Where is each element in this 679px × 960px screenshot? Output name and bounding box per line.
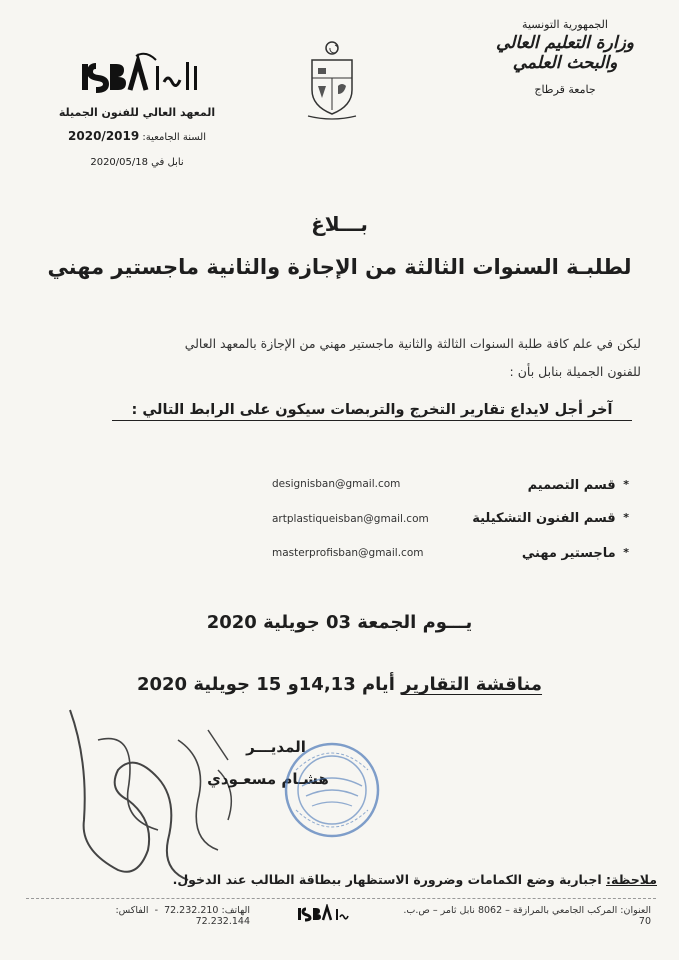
deadline-statement: آخر أجل لايداع تقارير التخرج والتربصات سيكون على الرابط التالي : — [112, 402, 632, 421]
note-text: اجبارية وضع الكمامات وضرورة الاستظهار ببطاقة الطالب عند الدخول. — [172, 872, 602, 887]
body-line-1: ليكن في علم كافة طلبة السنوات الثالثة والثانية ماجستير مهني من الإجازة بالمعهد العالي — [184, 336, 641, 351]
department-email-link[interactable]: designisban@gmail.com — [272, 478, 401, 490]
director-name: هشـام مسعـودي — [207, 770, 329, 788]
official-stamp-icon — [282, 740, 382, 840]
defense-label: مناقشة التقارير — [401, 674, 543, 695]
institute-name: المعهد العالي للفنون الجميلة — [58, 106, 216, 119]
academic-year-value: 2020/2019 — [68, 129, 140, 143]
issue-date — [42, 157, 232, 168]
university-label: جامعة قرطاج — [534, 83, 596, 96]
bullet-star-icon: * — [623, 478, 629, 491]
announcement-subtitle: لطلبـة السنوات الثالثة من الإجازة والثانية ماجستير مهني — [47, 255, 632, 279]
footer-divider — [26, 898, 656, 900]
tunisia-coat-of-arms-icon — [302, 38, 362, 120]
note-line — [17, 872, 657, 887]
department-label: قسم التصميم — [527, 478, 616, 493]
defense-dates — [0, 674, 679, 695]
ministry-header — [485, 18, 645, 96]
department-label: قسم الفنون التشكيلية — [472, 511, 616, 526]
footer-contacts: الهاتف: 72.232.210 - الفاكس: 72.232.144 — [115, 905, 250, 927]
director-title: المديـــر — [246, 738, 306, 756]
bullet-star-icon: * — [623, 511, 629, 524]
republic-label: الجمهورية التونسية — [522, 18, 608, 31]
footer-phone: الهاتف: 72.232.210 — [164, 905, 250, 916]
announcement-body — [31, 330, 641, 386]
deadline-date: يـــوم الجمعة 03 جويلية 2020 — [206, 612, 473, 633]
department-email-link[interactable]: masterprofisban@gmail.com — [272, 547, 424, 559]
bullet-star-icon: * — [623, 546, 629, 559]
announcement-title: بـــلاغ — [311, 212, 368, 236]
isba-logo-icon — [76, 52, 206, 96]
ministry-label: وزارة التعليم العالي — [495, 33, 635, 53]
body-line-2: للفنون الجميلة بنابل بأن : — [509, 364, 641, 379]
footer-logo-icon — [296, 904, 352, 922]
issue-date-prefix: نابل في — [151, 157, 184, 168]
issue-date-value: 2020/05/18 — [90, 157, 148, 168]
research-label: والبحث العلمي — [512, 53, 618, 73]
academic-year-label: السنة الجامعية: — [142, 132, 206, 143]
institute-block — [42, 106, 232, 168]
academic-year — [42, 129, 232, 143]
defense-days: أيام 14,13و 15 جويلية 2020 — [136, 674, 395, 695]
note-label: ملاحظة: — [606, 872, 657, 887]
footer-address: العنوان: المركب الجامعي بالمرازقة – 8062 نابل ثامر – ص.ب. 70 — [403, 905, 651, 927]
department-label: ماجستير مهني — [521, 546, 616, 561]
footer-fax: الفاكس: 72.232.144 — [115, 905, 250, 927]
handwritten-signature-icon — [58, 700, 258, 900]
department-email-link[interactable]: artplastiqueisban@gmail.com — [272, 513, 429, 525]
